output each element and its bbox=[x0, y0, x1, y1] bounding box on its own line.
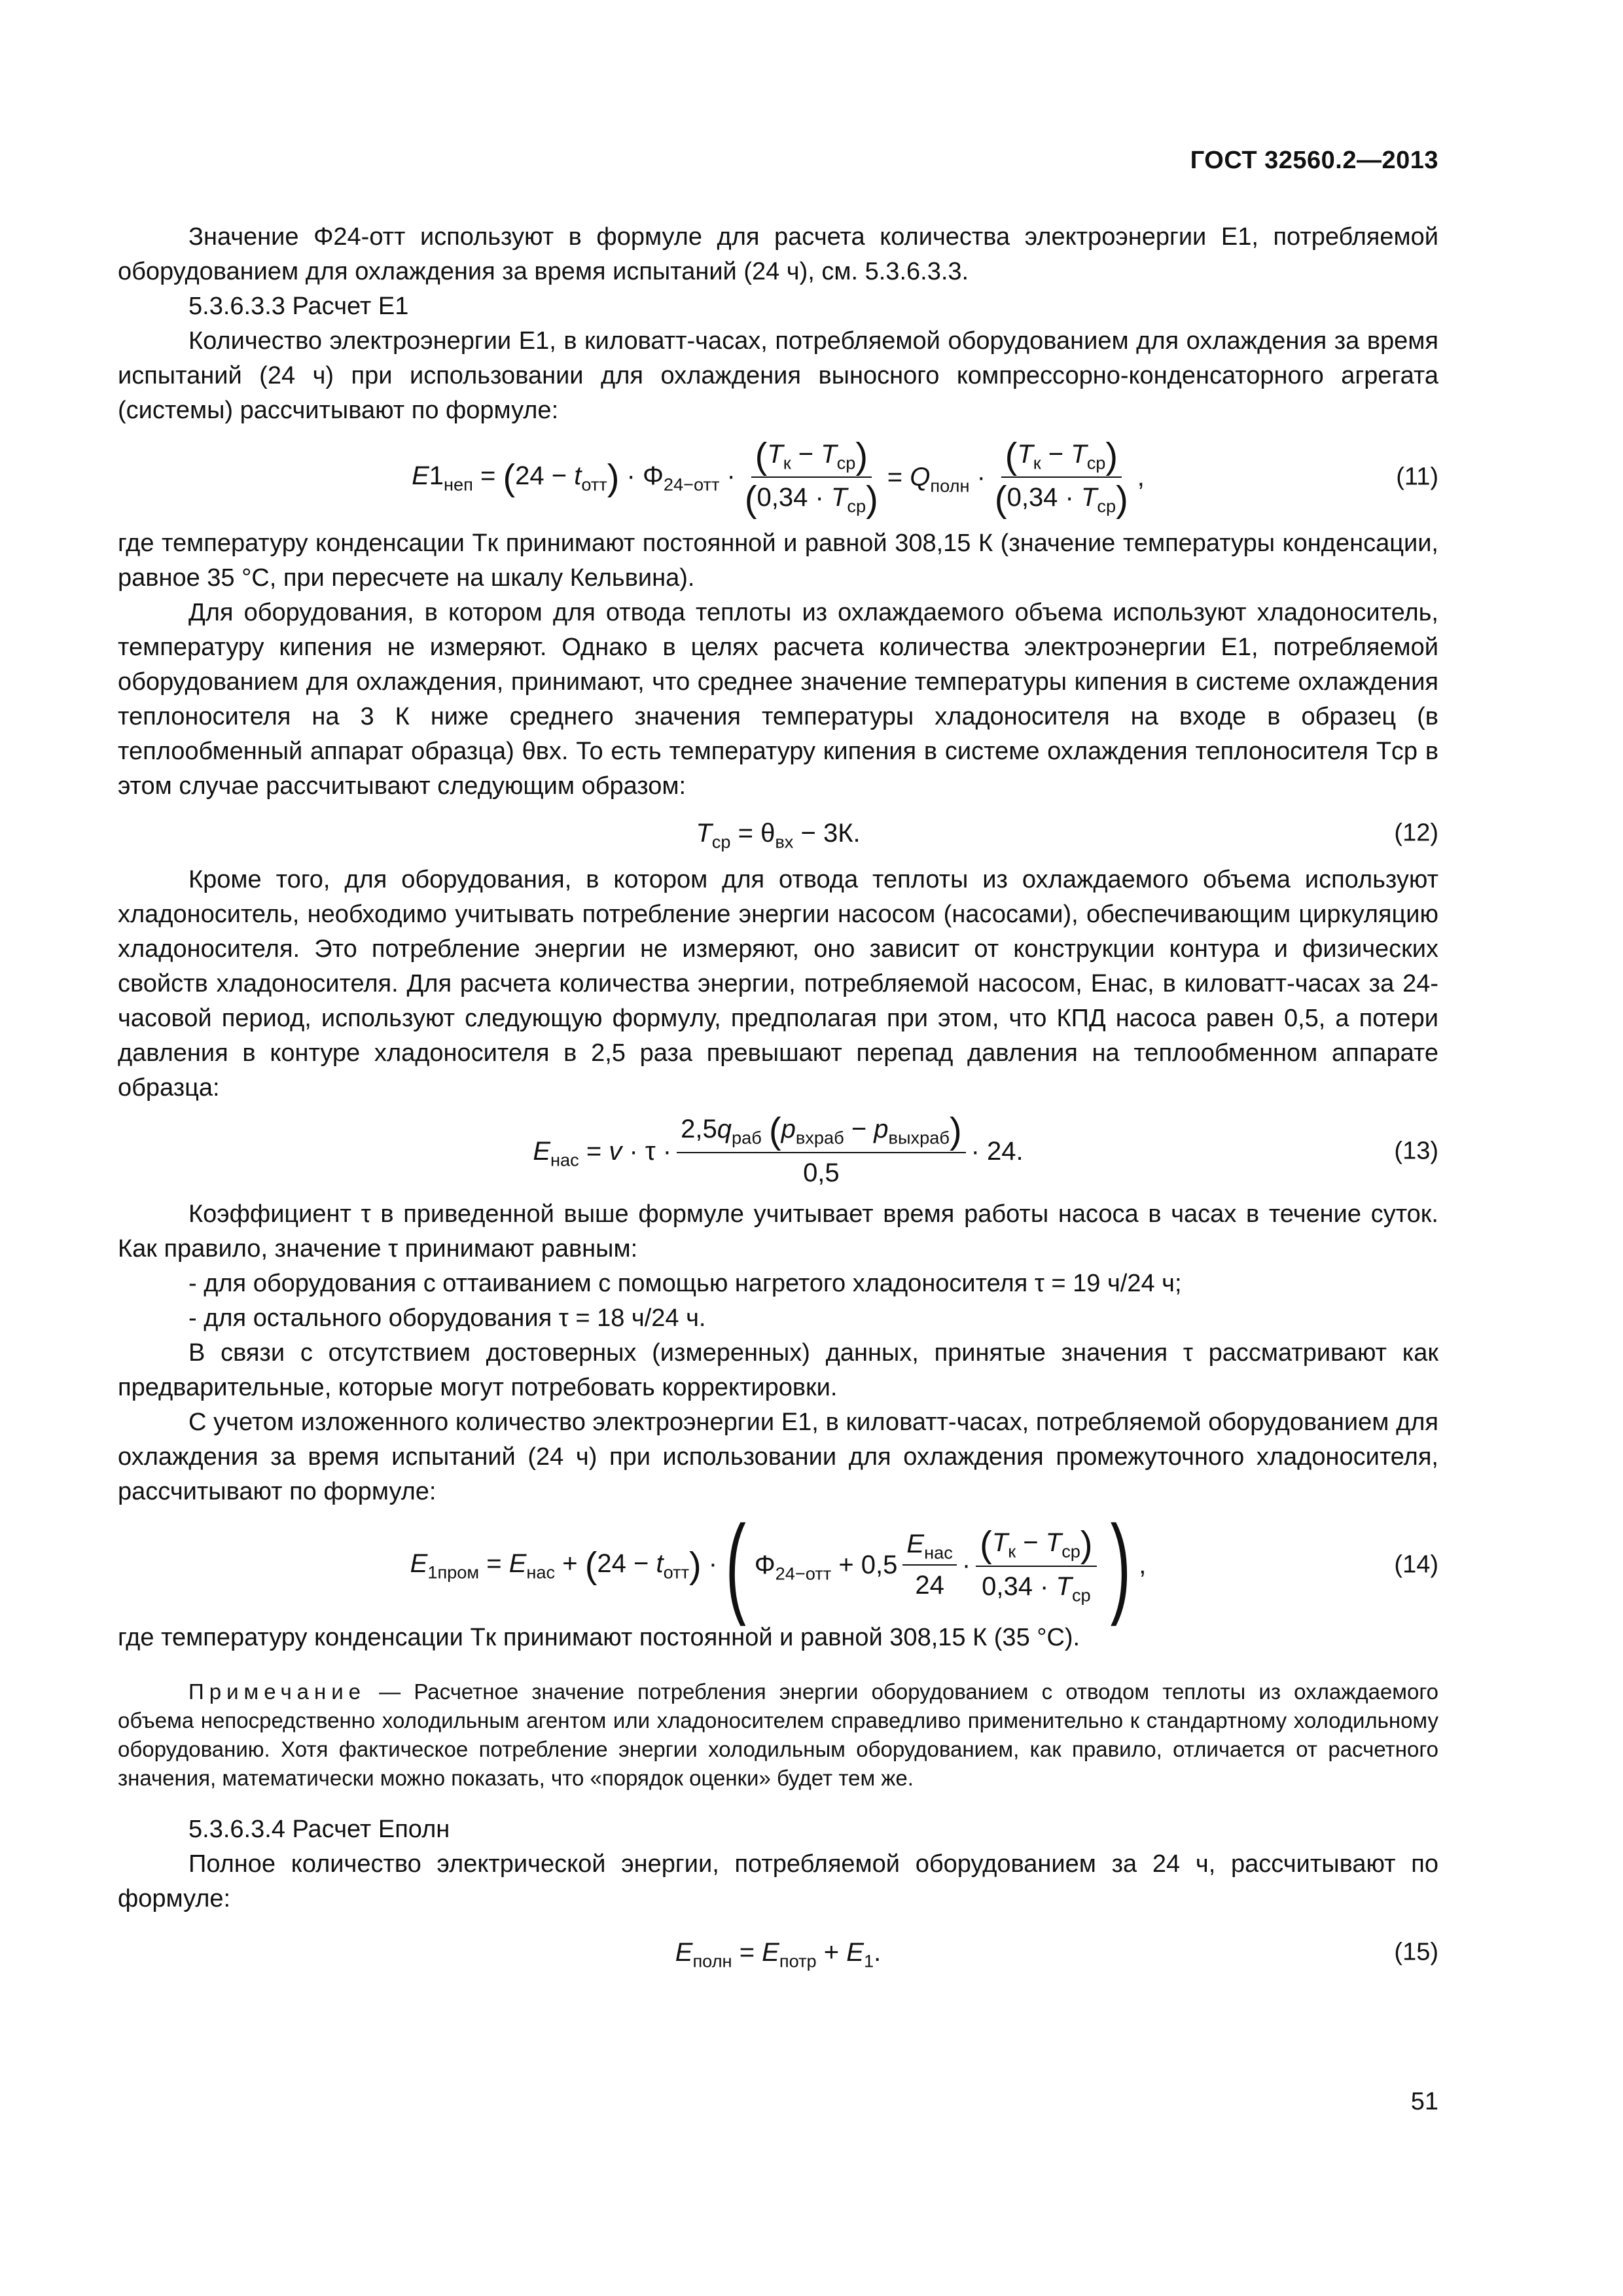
formula-15 bbox=[118, 1916, 1438, 1988]
formula-13-number: (13) bbox=[1394, 1137, 1438, 1165]
section-heading-5-3-6-3-4: 5.3.6.3.4 Расчет Eполн bbox=[188, 1816, 450, 1843]
formula-12-expression: $T_{ср} = \theta_{вх} - 3К$. bbox=[696, 818, 861, 852]
formula-14-number: (14) bbox=[1394, 1551, 1438, 1579]
formula-15-expression: $E_{полн} = E_{потр} + E_1$. bbox=[675, 1937, 882, 1971]
standard-designation: ГОСТ 32560.2—2013 bbox=[1190, 147, 1438, 174]
paragraph-e1-remote-unit: Количество электроэнергии E1, в киловатт-часах, потребляемой оборудованием для охлаждения за время испытаний (24 ч) при использовании для охлаждения выносного компрессорно-конденсаторного агрегата (системы) рассчитывают по формуле: bbox=[118, 327, 1438, 424]
list-item-defrost: - для оборудования с оттаиванием с помощью нагретого хладоносителя τ = 19 ч/24 ч; bbox=[188, 1270, 1182, 1297]
list-item-other: - для остального оборудования τ = 18 ч/24 ч. bbox=[188, 1304, 706, 1332]
paragraph-e1-intermediate: С учетом изложенного количество электроэнергии E1, в киловатт-часах, потребляемой оборудованием для охлаждения за время испытаний (24 ч) при использовании для охлаждения промежуточного хладоносителя, рассчитывают по формуле: bbox=[118, 1408, 1438, 1505]
formula-11 bbox=[118, 428, 1438, 526]
section-heading-5-3-6-3-3: 5.3.6.3.3 Расчет E1 bbox=[188, 293, 409, 320]
formula-14 bbox=[118, 1503, 1438, 1627]
formula-13-expression: $E_{нас} = v \cdot \tau$ · $\frac{2,5q_{раб} (p_{вхраб} - p_{выхраб})}{0,5}$ · 24. bbox=[533, 1109, 1024, 1187]
paragraph-pump-energy: Кроме того, для оборудования, в котором для отвода теплоты из охлаждаемого объема используют хладоноситель, необходимо учитывать потребление энергии насосом (насосами), обеспечивающим циркуляцию хладоносителя. Это потребление энергии не измеряют, оно зависит от конструкции контура и физических свойств хладоносителя. Для расчета количества энергии, потребляемой насосом, Eнас, в киловатт-часах за 24-часовой период, используют следующую формулу, предполагая при этом, что КПД насоса равен 0,5, а потери давления в контуре хладоносителя в 2,5 раза превышают перепад давления на теплообменном аппарате образца: bbox=[118, 866, 1438, 1102]
note-text: — Расчетное значение потребления энергии оборудованием с отводом теплоты из охлаждаемого объема непосредственно холодильным агентом или хладоносителем справедливо применительно к стандартному холодильному оборудованию. Хотя фактическое потребление энергии холодильным оборудованием, как правило, отличается от расчетного значения, математически можно показать, что «порядок оценки» будет тем же. bbox=[118, 1679, 1438, 1790]
paragraph-condensation-temp-2: где температуру конденсации Tк принимают постоянной и равной 308,15 К (35 °С). bbox=[118, 1624, 1080, 1651]
paragraph-tau-coefficient: Коэффициент τ в приведенной выше формуле учитывает время работы насоса в часах в течение суток. Как правило, значение τ принимают равным: bbox=[118, 1200, 1438, 1263]
formula-14-expression: $E_{1пром} = E_{нас} + (24 - t_{отт})$ · ( $\Phi_{24-отт} + 0,5$ $\frac{E_{нас}}{24}$ · $\frac{(T_к - T_{ср})}{0,34 \cdot T_{ср}}$ ) , bbox=[410, 1503, 1147, 1627]
paragraph-tau-preliminary: В связи с отсутствием достоверных (измеренных) данных, принятые значения τ рассматривают как предварительные, которые могут потребовать корректировки. bbox=[118, 1339, 1438, 1401]
formula-12 bbox=[118, 804, 1438, 863]
formula-15-number: (15) bbox=[1394, 1938, 1438, 1966]
formula-13 bbox=[118, 1105, 1438, 1197]
note-label: Примечание bbox=[188, 1679, 366, 1704]
formula-12-number: (12) bbox=[1394, 819, 1438, 847]
note bbox=[118, 1677, 1438, 1793]
formula-11-number: (11) bbox=[1396, 463, 1438, 491]
paragraph-phi-usage: Значение Φ24-отт используют в формуле для расчета количества электроэнергии E1, потребляемой оборудованием для охлаждения за время испытаний (24 ч), см. 5.3.6.3.3. bbox=[118, 223, 1438, 285]
paragraph-condensation-temp: где температуру конденсации Tк принимают постоянной и равной 308,15 К (значение температуры конденсации, равное 35 °C, при пересчете на шкалу Кельвина). bbox=[118, 529, 1438, 592]
paragraph-total-energy: Полное количество электрической энергии, потребляемой оборудованием за 24 ч, рассчитывают по формуле: bbox=[118, 1850, 1438, 1912]
page-number: 51 bbox=[1410, 2088, 1438, 2115]
paragraph-boiling-temp: Для оборудования, в котором для отвода теплоты из охлаждаемого объема используют хладоноситель, температуру кипения не измеряют. Однако в целях расчета количества электроэнергии E1, потребляемой оборудованием для охлаждения, принимают, что среднее значение температуры кипения в системе охлаждения теплоносителя на 3 К ниже среднего значения температуры хладоносителя на входе в образец (в теплообменный аппарат образца) θвх. То есть температуру кипения в системе охлаждения теплоносителя Tср в этом случае рассчитывают следующим образом: bbox=[118, 599, 1438, 800]
formula-11-expression: $E1_{неп} = (24 - t_{отт}) \cdot \Phi_{24-отт}$ · $\frac{(T_к - T_{ср})}{(0,34 \cdot T_{ср})}$ = $Q_{полн}$ · $\frac{(T_к - T_{ср})}{(0,34 \cdot T_{ср})}$ , bbox=[412, 435, 1145, 520]
document-body bbox=[118, 220, 1438, 1988]
